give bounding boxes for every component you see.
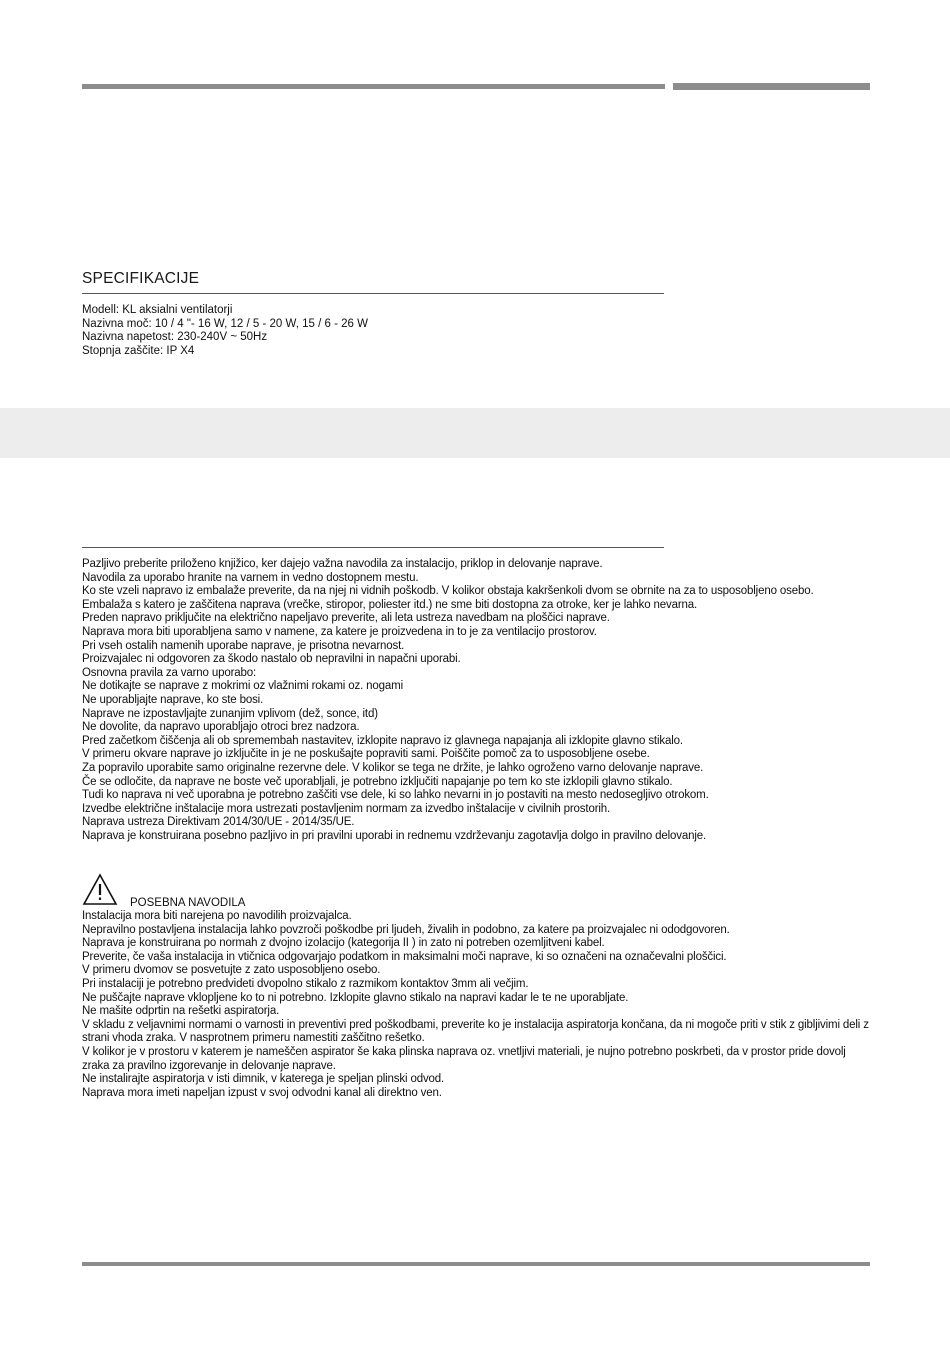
special-paragraph: Nepravilno postavljena instalacija lahko povzroči poškodbe pri ljudeh, živalih in podobno, za katere pa proizvajalec ni ododgovoren. (82, 923, 730, 936)
section-band (0, 408, 950, 458)
top-rule-right (673, 83, 870, 90)
safety-paragraph: Izvedbe električne inštalacije mora ustrezati postavljenim normam za izvedbo inštalacije v civilnih prostorih. (82, 802, 611, 815)
safety-paragraph: Preden napravo priključite na električno napeljavo preverite, ali leta ustreza navedbam na ploščici naprave. (82, 612, 610, 625)
safety-paragraph: Osnovna pravila za varno uporabo: (82, 666, 257, 679)
safety-paragraph: Ne uporabljajte naprave, ko ste bosi. (82, 693, 264, 706)
safety-paragraph: Pred začetkom čiščenja ali ob spremembah nastavitev, izklopite napravo iz glavnega napajanja ali izklopite glavno stikalo. (82, 734, 683, 747)
special-paragraph: Naprava je konstruirana po normah z dvojno izolacijo (kategorija II ) in zato ni potreben ozemljitveni kabel. (82, 937, 605, 950)
special-paragraph: Pri instalaciji je potrebno predvideti dvopolno stikalo z razmikom kontaktov 3mm ali večjim. (82, 977, 529, 990)
special-paragraph: Instalacija mora biti narejena po navodilih proizvajalca. (82, 910, 352, 922)
special-paragraph: Preverite, če vaša instalacija in vtičnica odgovarjajo podatkom in maksimalni moči naprave, ki so označeni na označevalni ploščici. (82, 950, 727, 963)
special-instructions-title: POSEBNA NAVODILA (130, 897, 246, 909)
safety-title-underline (82, 547, 664, 548)
safety-paragraph: Naprava ustreza Direktivam 2014/30/UE - 2014/35/UE. (82, 816, 355, 829)
spec-item-power: Nazivna moč: 10 / 4 "- 16 W, 12 / 5 - 20 W, 15 / 6 - 26 W (82, 317, 368, 330)
special-instructions (82, 910, 874, 1100)
special-paragraph: V primeru dvomov se posvetujte z zato usposobljeno osebo. (82, 964, 381, 977)
safety-paragraph: Naprava je konstruirana posebno pazljivo in pri pravilni uporabi in rednemu vzdrževanju zagotavlja dolgo in pravilno delovanje. (82, 829, 707, 842)
special-paragraph: Ne mašite odprtin na rešetki aspiratorja. (82, 1005, 280, 1018)
safety-paragraph: Naprave ne izpostavljajte zunanjim vplivom (dež, sonce, itd) (82, 707, 378, 720)
top-rule-left (82, 84, 665, 89)
special-paragraph: V kolikor je v prostoru v katerem je nameščen aspirator še kaka plinska naprava oz. vnetljivi materiali, je nujno potrebno poskrbeti, da v prostor pride dovolj zraka za pravilno izgorevanje in delovanje naprave. (82, 1045, 846, 1072)
spec-list (82, 304, 368, 358)
warning-triangle-icon (82, 873, 118, 906)
special-paragraph: Naprava mora imeti napeljan izpust v svoj odvodni kanal ali direktno ven. (82, 1086, 442, 1099)
special-paragraph: V skladu z veljavnimi normami o varnosti in preventivi pred poškodbami, preverite ko je instalacija aspiratorja končana, da ni mogoče priti v stik z gibljivimi deli z strani vhoda zraka. V nasprotnem primeru namestiti zaščitno rešetko. (82, 1018, 869, 1045)
spec-item-protection: Stopnja zaščite: IP X4 (82, 344, 195, 357)
special-paragraph: Ne instalirajte aspiratorja v isti dimnik, v katerega je speljan plinski odvod. (82, 1073, 445, 1086)
safety-paragraph: Za popravilo uporabite samo originalne rezervne dele. V kolikor se tega ne držite, je lahko ogroženo varno delovanje naprave. (82, 761, 704, 774)
safety-paragraph: Naprava mora biti uporabljena samo v namene, za katere je proizvedena in to je za ventilacijo prostorov. (82, 625, 597, 638)
safety-paragraph: Pri vseh ostalih namenih uporabe naprave, je prisotna nevarnost. (82, 639, 405, 652)
safety-paragraph: Če se odločite, da naprave ne boste več uporabljali, je potrebno izključiti napajanje po tem ko ste izklopili glavno stikalo. (82, 775, 673, 788)
bottom-rule (82, 1262, 870, 1266)
spec-title: SPECIFIKACIJE (82, 270, 200, 287)
safety-paragraph: V primeru okvare naprave jo izključite in je ne poskušajte popraviti sami. Poiščite pomoč za to usposobljene osebe. (82, 748, 650, 761)
spec-item-voltage: Nazivna napetost: 230-240V ~ 50Hz (82, 331, 268, 344)
special-paragraph: Ne puščajte naprave vklopljene ko to ni potrebno. Izklopite glavno stikalo na napravi kadar le te ne uporabljate. (82, 991, 629, 1004)
safety-paragraph: Tudi ko naprava ni več uporabna je potrebno zaščiti vse dele, ki so lahko nevarni in jo postaviti na mesto nedosegljivo otrokom. (82, 789, 709, 802)
safety-paragraph: Ne dovolite, da napravo uporabljajo otroci brez nadzora. (82, 721, 360, 734)
safety-paragraph: Embalaža s katero je zaščitena naprava (vrečke, stiropor, poliester itd.) ne sme biti dostopna za otroke, ker je lahko nevarna. (82, 598, 698, 611)
safety-paragraph: Navodila za uporabo hranite na varnem in vedno dostopnem mestu. (82, 571, 419, 584)
safety-paragraph: Pazljivo preberite priloženo knjižico, ker dajejo važna navodila za instalacijo, priklop in delovanje naprave. (82, 558, 603, 570)
spec-title-underline (82, 293, 664, 294)
safety-paragraph: Proizvajalec ni odgovoren za škodo nastalo ob nepravilni in napačni uporabi. (82, 653, 461, 666)
safety-paragraph: Ko ste vzeli napravo iz embalaže preverite, da na njej ni vidnih poškodb. V kolikor obstaja kakršenkoli dvom se obrnite na za to usposobljeno osebo. (82, 585, 814, 598)
safety-paragraph: Ne dotikajte se naprave z mokrimi oz vlažnimi rokami oz. nogami (82, 680, 403, 693)
safety-instructions (82, 558, 874, 843)
spec-item-model: Modell: KL aksialni ventilatorji (82, 304, 233, 316)
